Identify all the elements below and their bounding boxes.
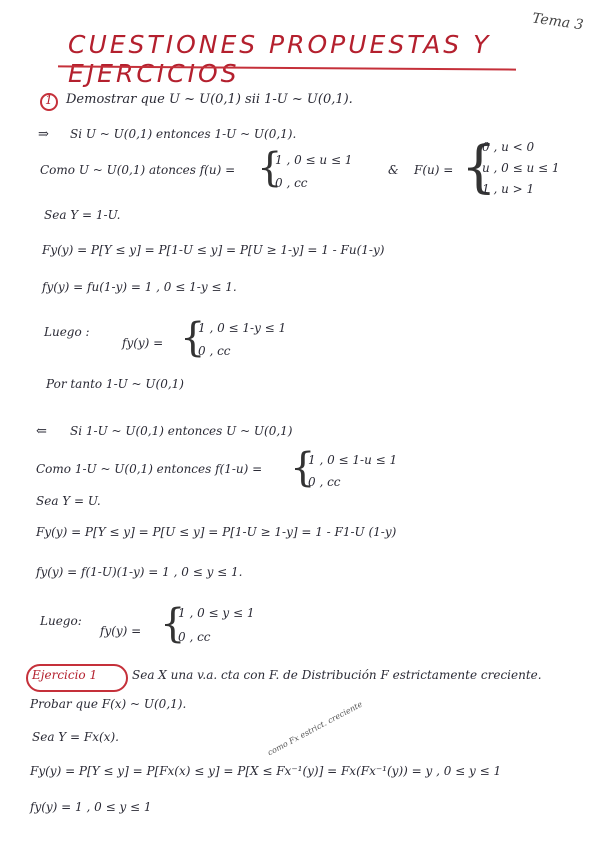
Fy-line-3: Fy(y) = P[Y ≤ y] = P[Fx(x) ≤ y] = P[X ≤ Fx⁻¹(y)] = Fx(Fx⁻¹(y)) = y , 0 ≤ y ≤ 1 xyxy=(30,764,502,778)
como-line-1: Como U ~ U(0,1) atonces f(u) = xyxy=(40,163,236,177)
luego-label-1: Luego : xyxy=(44,325,90,339)
luego2-case-1: 1 , 0 ≤ y ≤ 1 xyxy=(178,606,255,620)
exercise-statement: Sea X una v.a. cta con F. de Distribución F estrictamente creciente. xyxy=(132,668,542,682)
direction1-statement: Si U ~ U(0,1) entonces 1-U ~ U(0,1). xyxy=(70,127,297,141)
cdf-case-3: 1 , u > 1 xyxy=(482,182,535,196)
Fy-line-2: Fy(y) = P[Y ≤ y] = P[U ≤ y] = P[1-U ≥ 1-y] = 1 - F1-U (1-y) xyxy=(36,525,397,539)
Fy-line-1: Fy(y) = P[Y ≤ y] = P[1-U ≤ y] = P[U ≥ 1-y] = 1 - Fu(1-y) xyxy=(42,243,385,257)
pdf-case-1: 1 , 0 ≤ u ≤ 1 xyxy=(275,153,353,167)
luego2-case-2: 0 , cc xyxy=(178,630,211,644)
sea-line-1: Sea Y = 1-U. xyxy=(44,208,121,222)
cdf-label: F(u) = xyxy=(414,163,454,177)
cdf-case-2: u , 0 ≤ u ≤ 1 xyxy=(482,161,560,175)
luego-lhs-2: fy(y) = xyxy=(100,624,142,638)
sea-line-3: Sea Y = Fx(x). xyxy=(32,730,119,744)
brace-icon: { xyxy=(257,145,283,191)
como2-case-2: 0 , cc xyxy=(308,475,341,489)
sea-line-2: Sea Y = U. xyxy=(36,494,101,508)
cdf-case-1: 0 , u < 0 xyxy=(482,140,535,154)
luego-label-2: Luego: xyxy=(40,614,82,628)
probar-line: Probar que F(x) ~ U(0,1). xyxy=(30,697,187,711)
pdf-case-2: 0 , cc xyxy=(275,176,308,190)
question-statement: Demostrar que U ~ U(0,1) sii 1-U ~ U(0,1). xyxy=(66,92,353,107)
luego-lhs-1: fy(y) = xyxy=(122,336,164,350)
luego1-case-1: 1 , 0 ≤ 1-y ≤ 1 xyxy=(198,321,287,335)
tema-label: Tema 3 xyxy=(531,10,585,34)
margin-note: como Fx estrict. creciente xyxy=(266,699,364,758)
implies-arrow-icon: ⇒ xyxy=(38,127,49,142)
brace-icon: { xyxy=(461,135,497,200)
exercise-label: Ejercicio 1 xyxy=(32,668,98,682)
brace-icon: { xyxy=(290,445,316,491)
como2-case-1: 1 , 0 ≤ 1-u ≤ 1 xyxy=(308,453,398,467)
ampersand: & xyxy=(388,163,399,177)
luego1-case-2: 0 , cc xyxy=(198,344,231,358)
fy-line-2: fy(y) = f(1-U)(1-y) = 1 , 0 ≤ y ≤ 1. xyxy=(36,565,243,579)
implied-by-arrow-icon: ⇐ xyxy=(36,424,47,439)
direction2-statement: Si 1-U ~ U(0,1) entonces U ~ U(0,1) xyxy=(70,424,293,438)
page-title: CUESTIONES PROPUESTAS Y EJERCICIOS xyxy=(68,30,492,88)
fy-line-1: fy(y) = fu(1-y) = 1 , 0 ≤ 1-y ≤ 1. xyxy=(42,280,237,294)
brace-icon: { xyxy=(160,601,186,647)
question-number: 1 xyxy=(45,93,53,107)
por-tanto-line: Por tanto 1-U ~ U(0,1) xyxy=(46,377,184,391)
brace-icon: { xyxy=(180,315,206,361)
fy-line-3: fy(y) = 1 , 0 ≤ y ≤ 1 xyxy=(30,800,152,814)
como-line-2: Como 1-U ~ U(0,1) entonces f(1-u) = xyxy=(36,462,263,476)
